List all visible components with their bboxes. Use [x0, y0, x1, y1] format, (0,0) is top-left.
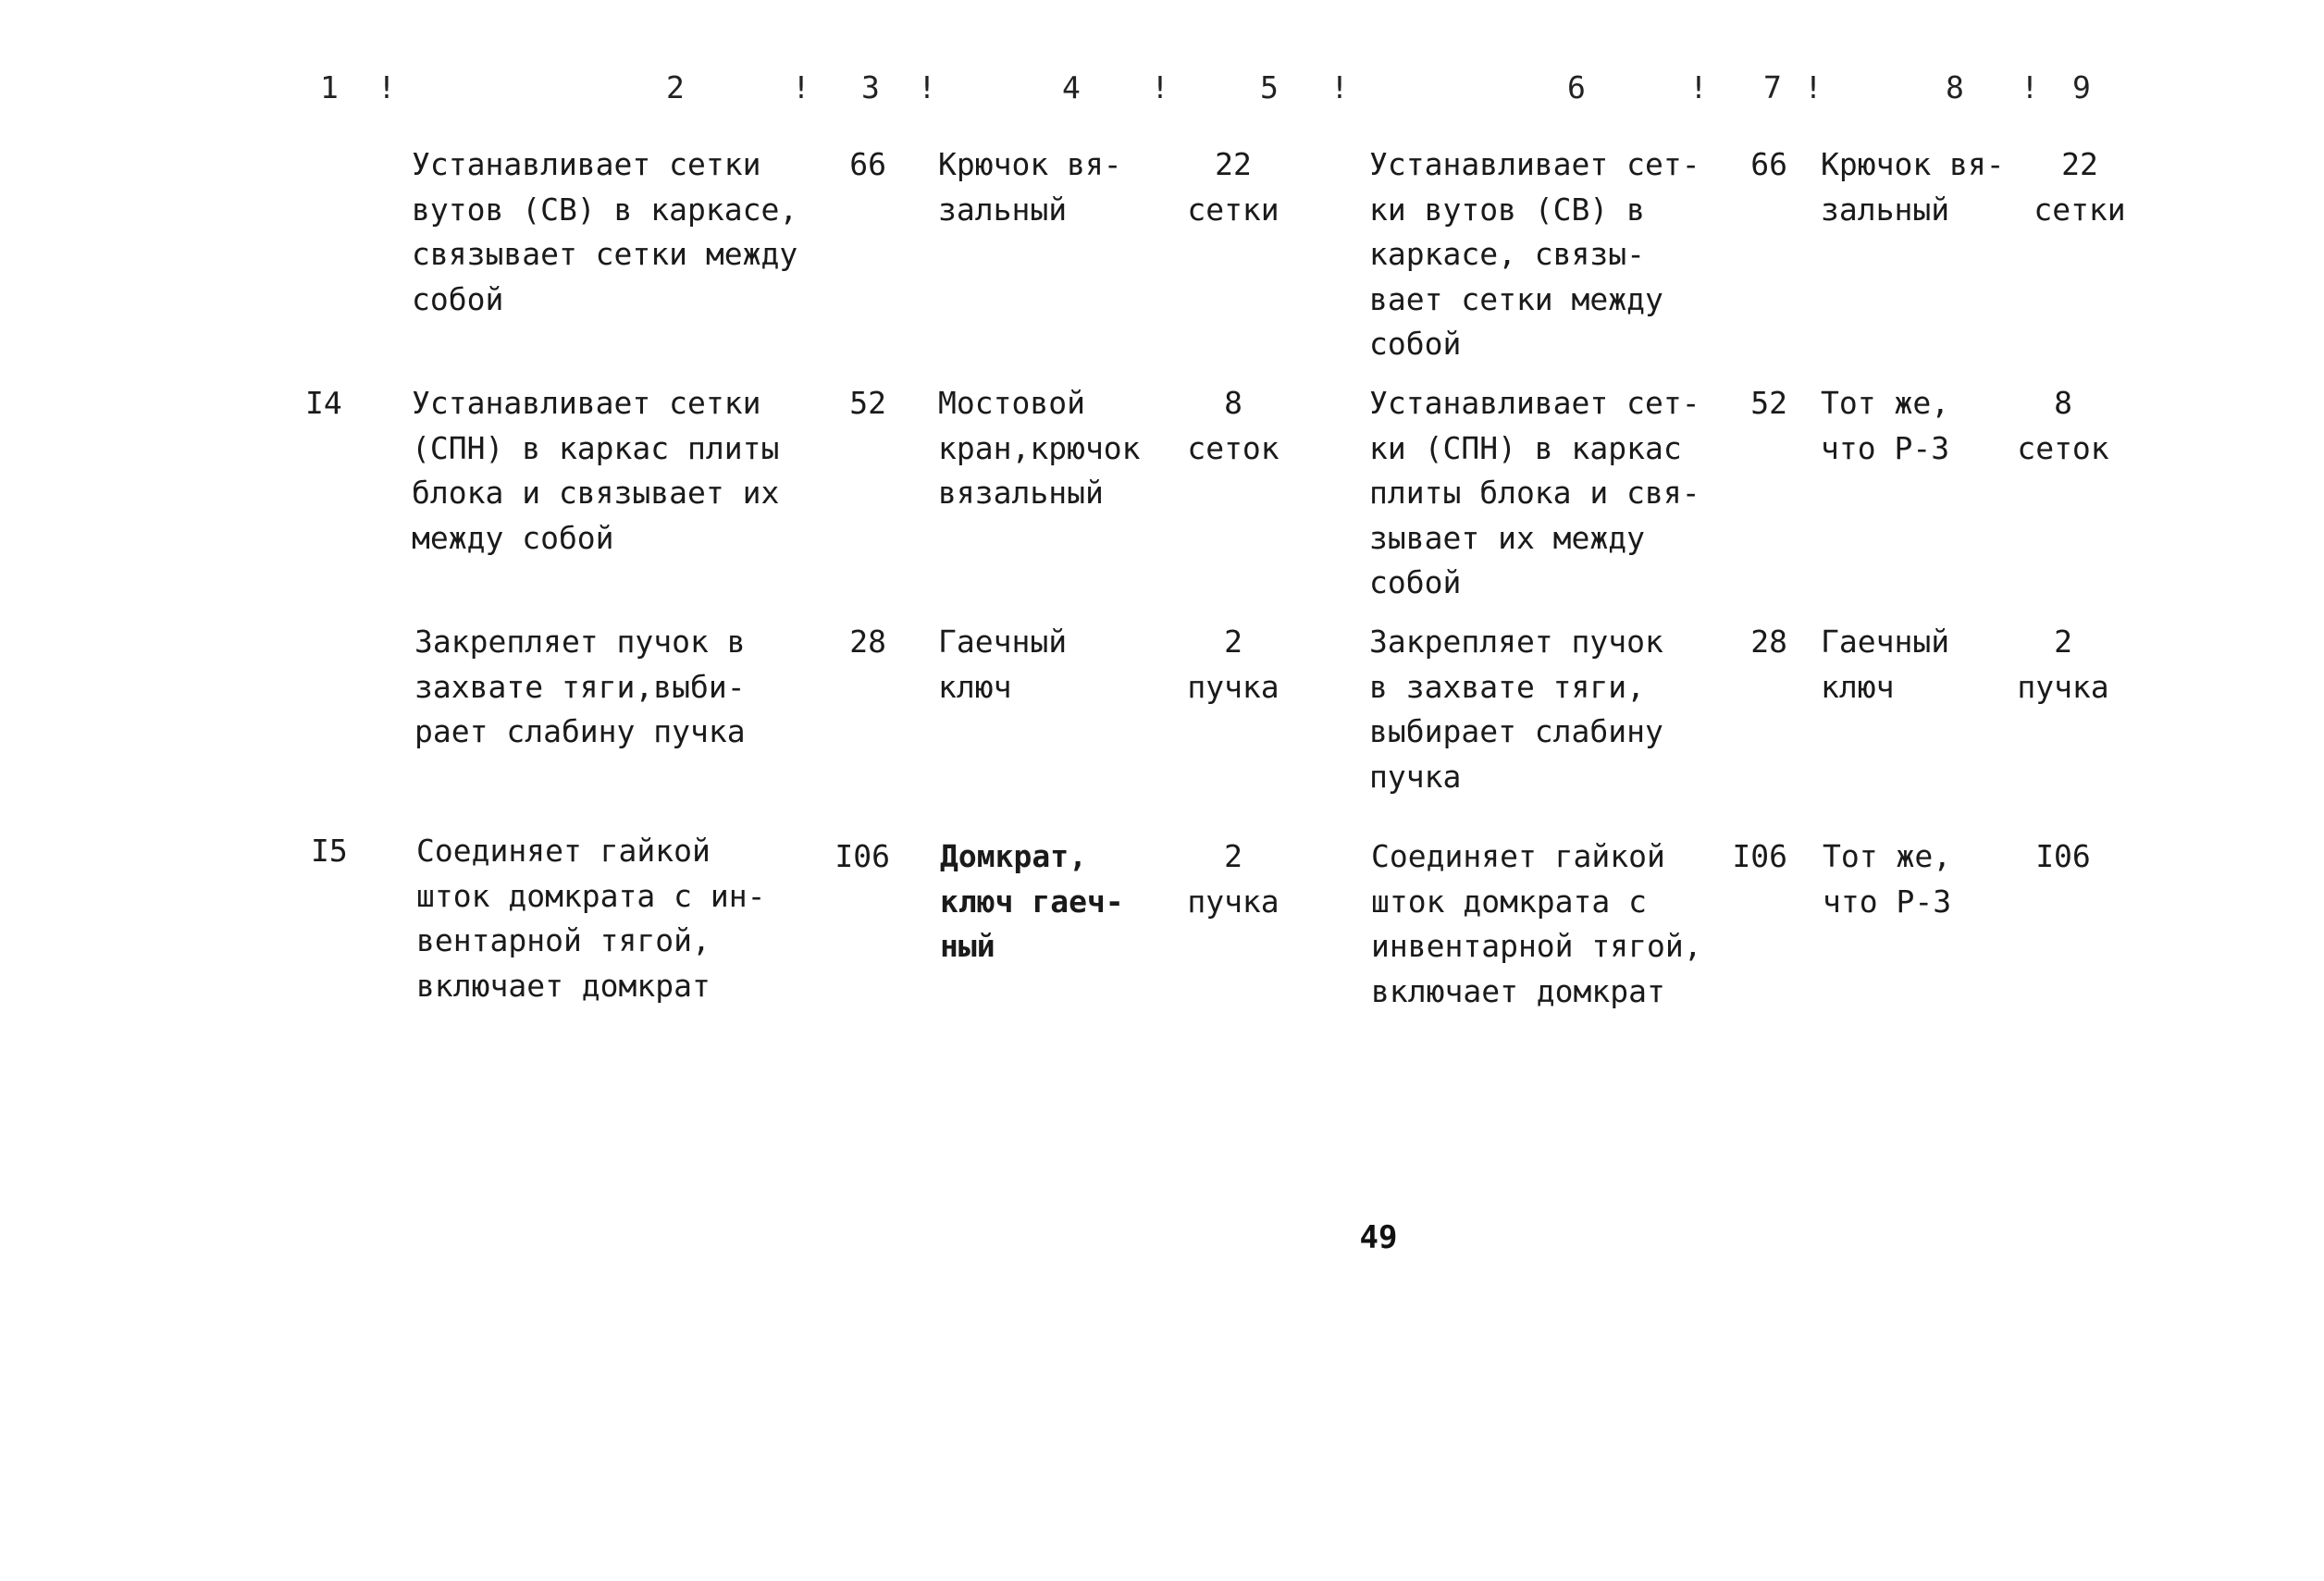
- header-col-5: 5: [1260, 69, 1279, 105]
- row-4-operation: Соединяет гайкой шток домкрата с ин- вентарной тягой, включает домкрат: [416, 833, 766, 1004]
- header-col-1: 1: [320, 69, 339, 105]
- row-1-operation-new: Устанавливает сет- ки вутов (СВ) в каркасе, связы- вает сетки между собой: [1369, 146, 1700, 362]
- row-4-time: I06: [834, 838, 890, 874]
- row-3-operation: Закрепляет пучок в захвате тяги,выби- рает слабину пучка: [414, 624, 746, 749]
- row-3-quantity-new: 2 пучка: [2017, 624, 2109, 705]
- row-1-time: 66: [849, 146, 886, 182]
- header-separator: !: [1689, 69, 1708, 105]
- row-1-operation: Устанавливает сетки вутов (СВ) в каркасе, связывает сетки между собой: [412, 146, 798, 317]
- header-col-2: 2: [666, 69, 685, 105]
- row-1-quantity: 22 сетки: [1187, 146, 1279, 228]
- row-1-quantity-new: 22 сетки: [2034, 146, 2126, 228]
- header-separator: !: [377, 69, 396, 105]
- row-1-tool: Крючок вя- зальный: [938, 146, 1122, 228]
- row-4-operation-new: Соединяет гайкой шток домкрата с инвентарной тягой, включает домкрат: [1371, 838, 1702, 1009]
- row-2-quantity-new: 8 сеток: [2017, 385, 2109, 466]
- row-4-tool-new: Тот же, что Р-3: [1823, 838, 1952, 920]
- row-2-time-new: 52: [1750, 385, 1787, 421]
- header-separator: !: [792, 69, 810, 105]
- header-col-8: 8: [1946, 69, 1964, 105]
- row-1-tool-new: Крючок вя- зальный: [1821, 146, 2005, 228]
- row-3-time: 28: [849, 624, 886, 660]
- row-2-operation: Устанавливает сетки (СПН) в каркас плиты блока и связывает их между собой: [412, 385, 780, 556]
- header-col-9: 9: [2072, 69, 2091, 105]
- header-separator: !: [1330, 69, 1349, 105]
- row-4-time-new: I06: [1732, 838, 1787, 874]
- row-2-operation-new: Устанавливает сет- ки (СПН) в каркас плиты блока и свя- зывает их между собой: [1369, 385, 1700, 600]
- row-2-number: I4: [305, 385, 342, 421]
- row-4-quantity-new: I06: [2035, 838, 2091, 874]
- row-3-operation-new: Закрепляет пучок в захвате тяги, выбирает слабину пучка: [1369, 624, 1663, 795]
- header-col-6: 6: [1567, 69, 1586, 105]
- row-3-quantity: 2 пучка: [1187, 624, 1279, 705]
- row-2-tool-new: Тот же, что Р-3: [1821, 385, 1950, 466]
- row-2-tool: Мостовой кран,крючок вязальный: [938, 385, 1141, 511]
- row-4-number: I5: [311, 833, 348, 869]
- header-col-3: 3: [861, 69, 880, 105]
- row-4-quantity: 2 пучка: [1187, 838, 1279, 920]
- header-separator: !: [1151, 69, 1169, 105]
- row-2-time: 52: [849, 385, 886, 421]
- header-separator: !: [1804, 69, 1823, 105]
- row-3-tool: Гаечный ключ: [938, 624, 1068, 705]
- header-separator: !: [2021, 69, 2039, 105]
- header-col-4: 4: [1062, 69, 1081, 105]
- row-1-time-new: 66: [1750, 146, 1787, 182]
- row-3-tool-new: Гаечный ключ: [1821, 624, 1950, 705]
- page-number: 49: [1359, 1219, 1398, 1256]
- header-col-7: 7: [1763, 69, 1782, 105]
- row-4-tool: Домкрат, ключ гаеч- ный: [940, 838, 1124, 964]
- row-2-quantity: 8 сеток: [1187, 385, 1279, 466]
- header-separator: !: [918, 69, 936, 105]
- row-3-time-new: 28: [1750, 624, 1787, 660]
